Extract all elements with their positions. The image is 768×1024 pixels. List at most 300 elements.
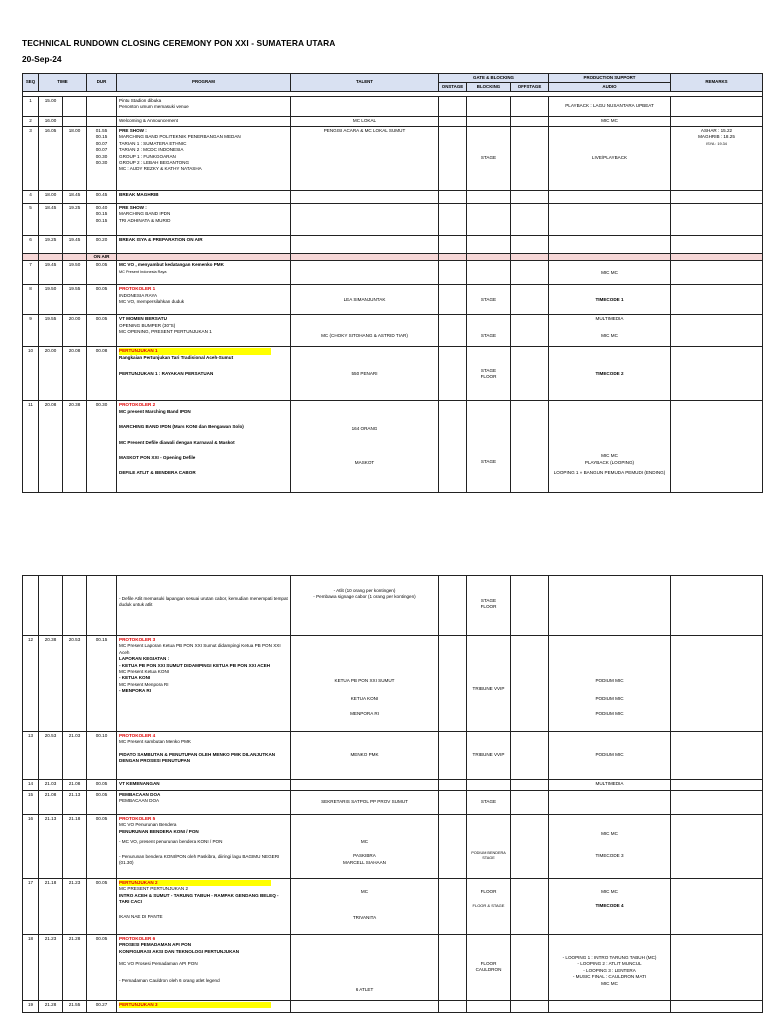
program-text: MC Present Defile diawali dengan Karnaval & Maskot bbox=[119, 439, 235, 445]
program-text: PERTUNJUKAN 1 : RAYAKAN PERSATUAN bbox=[119, 371, 214, 377]
table-cell bbox=[671, 732, 763, 780]
program-text: PERTUNJUKAN 1 bbox=[119, 348, 271, 354]
remarks-text: ISYA : 19.34 bbox=[706, 141, 727, 146]
audio-text: - LOOPING 1 : INTRO TARUNG TABUH (MC) bbox=[562, 955, 657, 960]
durs-text: 00.15 bbox=[95, 134, 108, 140]
program-cell bbox=[117, 97, 291, 117]
table-cell bbox=[117, 1001, 291, 1013]
start-text: 20.08 bbox=[39, 401, 63, 493]
table-cell bbox=[511, 261, 549, 285]
program-text: BREAK MAGHRIB bbox=[117, 191, 291, 204]
end-text: 20.00 bbox=[63, 315, 87, 347]
table-cell bbox=[291, 204, 439, 236]
col-seq: SEQ bbox=[23, 74, 39, 92]
dur-text: 00.05 bbox=[87, 815, 117, 879]
table-cell bbox=[511, 636, 549, 732]
table-cell bbox=[291, 97, 439, 117]
table-cell bbox=[511, 401, 549, 493]
start-text: 20.00 bbox=[39, 347, 63, 401]
audio-text: MIC MC bbox=[601, 453, 618, 459]
table-cell bbox=[671, 347, 763, 401]
table-cell bbox=[87, 204, 117, 236]
program-text: DEFILE ATLIT & BENDERA CABOR bbox=[119, 470, 196, 476]
talent-text: MASKOT bbox=[354, 459, 375, 465]
seq-text: 10 bbox=[23, 347, 39, 401]
audio-text: PODIUM MIC bbox=[595, 678, 624, 683]
table-row bbox=[23, 791, 763, 815]
table-row bbox=[23, 780, 763, 791]
table-cell bbox=[671, 285, 763, 315]
table-cell bbox=[549, 636, 671, 732]
table-cell bbox=[467, 204, 511, 236]
start-text: 18.00 bbox=[39, 191, 63, 204]
table-cell bbox=[511, 935, 549, 1001]
program-text: GROUP 1 : FUNKGOARAN bbox=[119, 153, 176, 159]
program-text: MC Present Menpora RI bbox=[119, 681, 169, 687]
seq-text: 4 bbox=[23, 191, 39, 204]
table-cell bbox=[671, 636, 763, 732]
audio-cell: PLAYBACK : LAGU NUSANTARA UPBEAT bbox=[549, 97, 671, 117]
table-cell bbox=[439, 347, 467, 401]
program-text: PROTOKOLER 2 bbox=[119, 402, 156, 408]
remarks-text: MAGHRIB : 18.25 bbox=[698, 134, 735, 140]
dur-text: 00.27 bbox=[87, 1001, 117, 1013]
seq-text: 12 bbox=[23, 636, 39, 732]
on-air-bar bbox=[23, 254, 763, 261]
table-cell bbox=[439, 935, 467, 1001]
table-cell bbox=[117, 935, 291, 1001]
table-cell bbox=[439, 791, 467, 815]
col-remarks: REMARKS bbox=[671, 74, 763, 92]
program-text: Rangkaian Pertunjukan Tari Tradisional Aceh-Sumut bbox=[119, 354, 234, 360]
talent-text: PENGISI ACARA & MC LOKAL SUMUT bbox=[291, 127, 439, 191]
program-text: MC Present Indonesia Raya bbox=[119, 269, 167, 274]
table-cell bbox=[87, 576, 117, 636]
seq-text: 11 bbox=[23, 401, 39, 493]
col-onstage: ONSTAGE bbox=[439, 83, 467, 92]
dur-text: 00.05 bbox=[87, 315, 117, 347]
audio-text: LIVE/PLAYBACK bbox=[549, 127, 671, 191]
program-text: Penonton umum memasuki venue bbox=[119, 104, 189, 110]
program-text: MC Present Ketua KONI bbox=[119, 669, 170, 675]
talent-text: MC LOKAL bbox=[291, 117, 439, 127]
talent-text: SEKRETARIS SATPOL PP PROV SUMUT bbox=[291, 791, 439, 815]
audio-text: - LOOPING 2 : ATLIT MUNCUL bbox=[577, 961, 642, 967]
table-cell bbox=[671, 935, 763, 1001]
table-cell bbox=[671, 236, 763, 254]
table-cell bbox=[511, 97, 549, 117]
start-text: 19.55 bbox=[39, 315, 63, 347]
end-text: 19.55 bbox=[63, 285, 87, 315]
table-cell bbox=[549, 315, 671, 347]
program-text: PROTOKOLER 6 bbox=[119, 936, 156, 941]
seq-text: 13 bbox=[23, 732, 39, 780]
dur-text: 00.45 bbox=[87, 191, 117, 204]
blocking-text: FLOOR bbox=[480, 889, 497, 894]
end-text: 20.08 bbox=[63, 347, 87, 401]
rundown-table-page-2 bbox=[22, 575, 763, 1013]
table-cell bbox=[439, 204, 467, 236]
seq-text: 15 bbox=[23, 791, 39, 815]
program-text: MC : AUDY REZKY & KATHY NATASHA bbox=[119, 166, 202, 172]
blocking-text: FLOOR bbox=[480, 961, 497, 966]
table-row bbox=[23, 401, 763, 493]
table-row bbox=[23, 315, 763, 347]
durs-text: 00.07 bbox=[95, 147, 108, 153]
table-cell bbox=[291, 636, 439, 732]
table-cell bbox=[117, 401, 291, 493]
table-cell bbox=[549, 879, 671, 935]
table-cell bbox=[439, 261, 467, 285]
dur-text: 00.05 bbox=[87, 879, 117, 935]
audio-text: LOOPING 1 » BANGUN PEMUDA PEMUDI (ENDING) bbox=[553, 470, 666, 476]
audio-text: MIC MC bbox=[601, 889, 618, 894]
program-text: GROUP 2 : LEBAH BEGANTONG bbox=[119, 160, 190, 166]
table-cell bbox=[671, 576, 763, 636]
seq-text: 6 bbox=[23, 236, 39, 254]
table-cell bbox=[291, 236, 439, 254]
program-text: MC Present Laporan Ketua PB PON XXI Sumut didampingi Ketua PB PON XXI Aceh bbox=[119, 643, 281, 655]
table-cell bbox=[511, 879, 549, 935]
audio-text: TIMECODE 3 bbox=[595, 853, 624, 859]
program-text: INTRO ACEH & SUMUT - TARUNG TABUH - RAMPAK GENDANG BELEQ - TARI CACI bbox=[119, 892, 279, 905]
talent-text: KETUA KONI bbox=[350, 696, 379, 702]
table-cell bbox=[671, 401, 763, 493]
col-blocking: BLOCKING bbox=[467, 83, 511, 92]
table-cell bbox=[117, 815, 291, 879]
audio-text: TIMECODE 2 bbox=[549, 347, 671, 401]
table-cell bbox=[511, 315, 549, 347]
table-cell bbox=[291, 254, 439, 261]
start-text: 21.13 bbox=[39, 815, 63, 879]
table-cell bbox=[671, 791, 763, 815]
table-cell bbox=[671, 780, 763, 791]
audio-text: MIC MC bbox=[549, 261, 671, 285]
table-cell bbox=[671, 261, 763, 285]
table-cell bbox=[549, 401, 671, 493]
table-cell bbox=[117, 285, 291, 315]
seq-text: 3 bbox=[23, 127, 39, 191]
table-cell bbox=[671, 191, 763, 204]
program-text: PROSESI PEMADAMAN API PON bbox=[119, 942, 192, 948]
table-cell bbox=[439, 285, 467, 315]
table-cell bbox=[63, 254, 87, 261]
program-text: Pintu Stadion dibuka bbox=[119, 98, 162, 103]
program-text: PROTOKOLER 1 bbox=[119, 286, 156, 292]
table-cell bbox=[39, 254, 63, 261]
end-text: 18.45 bbox=[63, 191, 87, 204]
table-cell bbox=[117, 204, 291, 236]
table-cell bbox=[467, 261, 511, 285]
program-text: MC Present sambutan Menko PMK bbox=[119, 739, 191, 745]
table-row bbox=[23, 815, 763, 879]
end-text: 19.50 bbox=[63, 261, 87, 285]
table-cell bbox=[467, 254, 511, 261]
table-cell bbox=[439, 315, 467, 347]
program-text: TARIAN 1 : SUMATERA ETHNIC bbox=[119, 140, 187, 146]
table-cell bbox=[439, 1001, 467, 1013]
table-cell bbox=[511, 254, 549, 261]
program-text: - Penurunan bendera KONI/PON oleh Paskibra, diiringi lagu BAGIMU NEGERI (01.30) bbox=[119, 853, 280, 866]
table-cell bbox=[511, 117, 549, 127]
blocking-text: FLOOR bbox=[480, 604, 497, 610]
talent-text: LEA SIMANJUNTAK bbox=[291, 285, 439, 315]
start-text: 21.03 bbox=[39, 780, 63, 791]
table-row bbox=[23, 204, 763, 236]
durs-text: 00.07 bbox=[95, 140, 108, 146]
table-cell bbox=[671, 127, 763, 191]
table-cell bbox=[439, 117, 467, 127]
table-cell bbox=[63, 97, 87, 117]
table-cell bbox=[117, 732, 291, 780]
table-cell bbox=[467, 236, 511, 254]
start-time: 15.00 bbox=[39, 97, 63, 117]
table-cell bbox=[467, 935, 511, 1001]
end-text: 21.55 bbox=[63, 1001, 87, 1013]
talent-text: MC bbox=[360, 839, 369, 844]
start-text: 21.18 bbox=[39, 879, 63, 935]
start-text: 21.23 bbox=[39, 935, 63, 1001]
program-text: MC OPENING, PRESENT PERTUNJUKAN 1 bbox=[119, 329, 212, 335]
table-cell bbox=[291, 191, 439, 204]
seq-text: 19 bbox=[23, 1001, 39, 1013]
table-row bbox=[23, 636, 763, 732]
table-cell bbox=[117, 879, 291, 935]
program-text: MC VO , menyambut kedatangan Kemenko PMK bbox=[119, 262, 224, 268]
table-row bbox=[23, 935, 763, 1001]
table-cell bbox=[87, 127, 117, 191]
doc-date: 20-Sep-24 bbox=[22, 54, 62, 64]
dur-text: 00.05 bbox=[87, 285, 117, 315]
dur-text: 00.10 bbox=[87, 732, 117, 780]
table-cell bbox=[439, 636, 467, 732]
program-text: PIDATO SAMBUTAN & PENUTUPAN OLEH MENKO PMK DILANJUTKAN DENGAN PROSESI PENUTUPAN bbox=[119, 751, 276, 764]
blocking-text: CAULDRON bbox=[475, 967, 502, 973]
program-text: VT KEMENANGAN bbox=[117, 780, 291, 791]
table-cell bbox=[511, 127, 549, 191]
seq-cell: 1 bbox=[23, 97, 39, 117]
start-text: 16.00 bbox=[39, 117, 63, 127]
blocking-text: STAGE bbox=[467, 285, 511, 315]
table-row bbox=[23, 285, 763, 315]
table-cell bbox=[511, 576, 549, 636]
table-cell bbox=[117, 347, 291, 401]
table-cell bbox=[467, 191, 511, 204]
table-cell bbox=[439, 127, 467, 191]
audio-text: MIC MC bbox=[549, 117, 671, 127]
audio-text: MULTIMEDIA bbox=[595, 316, 624, 322]
audio-text: PODIUM MIC bbox=[595, 710, 624, 716]
table-cell bbox=[549, 1001, 671, 1013]
talent-text: 550 PENARI bbox=[291, 347, 439, 401]
dur-text: 00.30 bbox=[87, 401, 117, 493]
dur-text: 00.20 bbox=[87, 236, 117, 254]
rundown-table-page-1 bbox=[22, 73, 763, 493]
table-cell bbox=[117, 791, 291, 815]
remarks-text: ASHAR : 15.22 bbox=[700, 128, 733, 133]
table-cell bbox=[511, 285, 549, 315]
program-text: - MC VO, present penurunan bendera KONI / PON bbox=[119, 839, 223, 845]
program-text: MARCHING BAND IPDN (Mars KONI dan Bengawan Solo) bbox=[119, 424, 244, 430]
program-text: Welcoming & Announcement bbox=[117, 117, 291, 127]
blocking-text: STAGE bbox=[482, 856, 495, 860]
start-text: 21.28 bbox=[39, 1001, 63, 1013]
audio-text: TIMECODE 4 bbox=[595, 903, 624, 909]
col-talent: TALENT bbox=[291, 74, 439, 92]
table-cell bbox=[439, 401, 467, 493]
blocking-text: STAGE bbox=[480, 598, 497, 603]
program-text: MC VO, mempersilahkan duduk bbox=[119, 299, 185, 305]
program-text: MASKOT PON XXI - Opening Defile bbox=[119, 455, 196, 461]
table-cell bbox=[291, 401, 439, 493]
table-row bbox=[23, 347, 763, 401]
program-text: VT MOMEN BERSATU bbox=[119, 316, 167, 322]
dur-text: 00.15 bbox=[87, 636, 117, 732]
audio-text: - LOOPING 3 : LENTERA bbox=[583, 967, 636, 973]
doc-title: TECHNICAL RUNDOWN CLOSING CEREMONY PON XXI - SUMATERA UTARA bbox=[22, 38, 336, 48]
blocking-text: STAGE bbox=[467, 127, 511, 191]
seq-text: 9 bbox=[23, 315, 39, 347]
blocking-text: STAGE bbox=[467, 401, 511, 493]
table-cell bbox=[291, 1001, 439, 1013]
program-text: PRE SHOW : bbox=[119, 205, 147, 210]
program-text: - Defile Atlit memasuki lapangan sesuai urutan cabor, kemudian menempati tempat duduk untuk atlit bbox=[117, 576, 291, 636]
audio-text: PLAYBACK (LOOPING) bbox=[584, 459, 635, 465]
seq-text: 17 bbox=[23, 879, 39, 935]
table-cell bbox=[87, 117, 117, 127]
dur-text: 00.05 bbox=[87, 791, 117, 815]
program-text: INDONESIA RAYA bbox=[119, 292, 158, 298]
table-cell bbox=[291, 576, 439, 636]
program-text: PEMBACAAN DOA bbox=[119, 798, 160, 804]
talent-text: - Pembawa signage cabor (1 orang per kontingen) bbox=[313, 594, 416, 600]
durs-text: 00.15 bbox=[95, 211, 108, 217]
audio-text: MIC MC bbox=[601, 831, 618, 836]
end-text: 21.28 bbox=[63, 935, 87, 1001]
table-cell bbox=[439, 732, 467, 780]
start-text: 20.38 bbox=[39, 636, 63, 732]
dur-text: 00.05 bbox=[87, 780, 117, 791]
table-cell bbox=[439, 97, 467, 117]
talent-text: KETUA PB PON XXI SUMUT bbox=[334, 678, 395, 683]
program-text: PROTOKOLER 5 bbox=[119, 816, 156, 821]
blocking-text: TRIBUNE VVIP bbox=[467, 732, 511, 780]
blocking-text: PODIUM BENDERA bbox=[471, 851, 506, 855]
table-cell bbox=[511, 815, 549, 879]
talent-text: 164 ORANG bbox=[351, 426, 378, 432]
durs-text: 00.30 bbox=[95, 160, 108, 166]
col-gate-blocking: GATE & BLOCKING bbox=[439, 74, 549, 83]
table-cell bbox=[291, 815, 439, 879]
program-text: MARCHING BAND IPDN bbox=[119, 211, 171, 217]
table-cell bbox=[511, 732, 549, 780]
table-cell bbox=[549, 576, 671, 636]
table-cell bbox=[467, 117, 511, 127]
table-row bbox=[23, 117, 763, 127]
blocking-text: STAGE bbox=[467, 791, 511, 815]
audio-text: MIC MC bbox=[601, 980, 618, 986]
col-time: TIME bbox=[39, 74, 87, 92]
on-air-text: ON AIR bbox=[87, 254, 117, 261]
table-cell bbox=[549, 791, 671, 815]
program-text: - MENPORA RI bbox=[119, 688, 151, 694]
start-text: 19.45 bbox=[39, 261, 63, 285]
seq-text: 8 bbox=[23, 285, 39, 315]
program-text: PROTOKOLER 3 bbox=[119, 637, 156, 642]
durs-text: 00.30 bbox=[95, 153, 108, 159]
program-text: MC VO Prosesi Pemadaman API PON bbox=[119, 961, 198, 967]
program-text: PEMBACAAN DOA bbox=[119, 792, 161, 797]
table-cell bbox=[467, 780, 511, 791]
table-cell bbox=[467, 347, 511, 401]
seq-text: 5 bbox=[23, 204, 39, 236]
table-cell bbox=[23, 254, 39, 261]
dur-text: 00.05 bbox=[87, 261, 117, 285]
table-cell bbox=[671, 1001, 763, 1013]
table-cell bbox=[291, 879, 439, 935]
seq-text: 18 bbox=[23, 935, 39, 1001]
talent-text: MARCELL SIAHAAN bbox=[343, 859, 386, 865]
table-row bbox=[23, 1001, 763, 1013]
talent-text: TRIVANITA bbox=[352, 915, 377, 921]
talent-text: MC bbox=[360, 889, 369, 894]
table-cell bbox=[467, 97, 511, 117]
table-cell bbox=[117, 315, 291, 347]
program-text: PENURUNAN BENDERA KONI / PON bbox=[119, 828, 199, 834]
table-cell bbox=[467, 1001, 511, 1013]
dur-text: 00.05 bbox=[87, 935, 117, 1001]
table-cell bbox=[117, 127, 291, 191]
talent-text: MENKO PMK bbox=[291, 732, 439, 780]
program-text: MC PRESENT PERTUNJUKAN 2 bbox=[119, 886, 189, 892]
table-row bbox=[23, 191, 763, 204]
dur-text: 00.08 bbox=[87, 347, 117, 401]
table-cell bbox=[439, 191, 467, 204]
blocking-text: FLOOR & STAGE bbox=[472, 903, 505, 909]
table-cell bbox=[291, 261, 439, 285]
table-row bbox=[23, 261, 763, 285]
talent-text: MC (CHOKY SITOHANG & ASTRID TIAR) bbox=[291, 315, 439, 347]
page-break bbox=[0, 510, 768, 574]
start-text: 19.25 bbox=[39, 236, 63, 254]
end-text: 21.13 bbox=[63, 791, 87, 815]
table-cell bbox=[439, 576, 467, 636]
col-audio: AUDIO bbox=[549, 83, 671, 92]
audio-text: - MUSIC FINAL : CAULDRON MATI bbox=[572, 974, 647, 980]
table-cell bbox=[439, 879, 467, 935]
table-cell bbox=[63, 117, 87, 127]
table-cell bbox=[671, 879, 763, 935]
start-text: 16.05 bbox=[39, 127, 63, 191]
table-cell bbox=[671, 97, 763, 117]
col-offstage: OFFSTAGE bbox=[511, 83, 549, 92]
table-cell bbox=[63, 576, 87, 636]
blocking-text: TRIBUNE VVIP bbox=[467, 636, 511, 732]
start-text: 18.45 bbox=[39, 204, 63, 236]
audio-text: TIMECODE 1 bbox=[549, 285, 671, 315]
table-cell bbox=[467, 576, 511, 636]
table-cell bbox=[671, 815, 763, 879]
program-text: MC present Marching Band IPDN bbox=[119, 408, 191, 414]
table-cell bbox=[439, 815, 467, 879]
table-cell bbox=[549, 254, 671, 261]
program-text: IKAN NAE DI PANTE bbox=[119, 913, 163, 919]
table-cell bbox=[23, 576, 39, 636]
program-text: MARCHING BAND POLITEKNIK PENERBANGAN MEDAN bbox=[119, 134, 241, 140]
col-program: PROGRAM bbox=[117, 74, 291, 92]
table-row bbox=[23, 236, 763, 254]
program-text: OPENING BUMPER (30"S) bbox=[119, 322, 176, 328]
